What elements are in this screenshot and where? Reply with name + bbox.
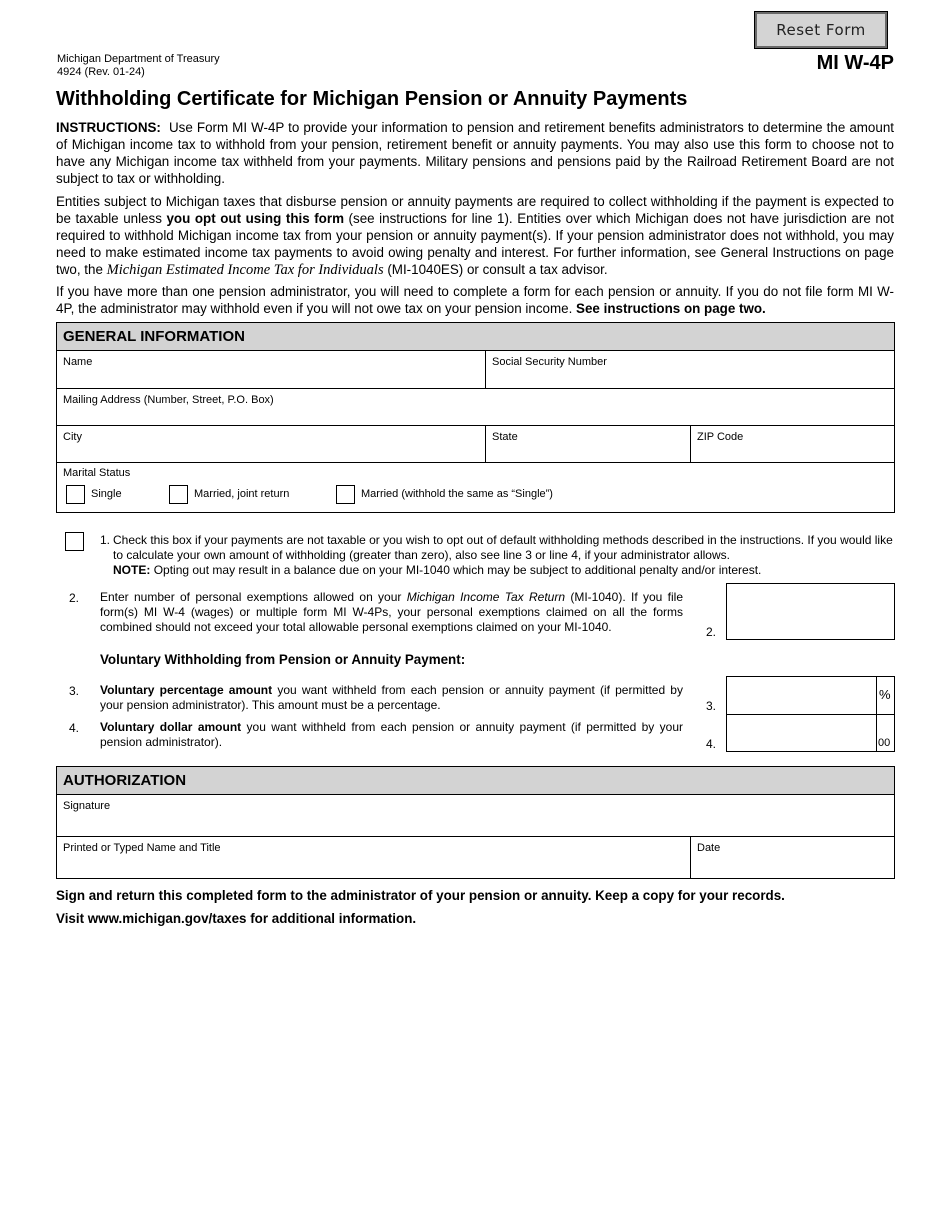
dollar-input-box bbox=[726, 714, 895, 752]
line-4-text-rest: you want withheld from each pension or annuity payment (if permitted by your pension administrator). bbox=[100, 720, 683, 749]
percentage-input[interactable] bbox=[727, 677, 876, 714]
line-3-text-rest: you want withheld from each pension or annuity payment (if permitted by your pension administrator). This amount must be a percentage. bbox=[100, 683, 683, 712]
line-2-box-number: 2. bbox=[706, 625, 717, 639]
signature-field[interactable] bbox=[57, 795, 894, 837]
general-information-header: GENERAL INFORMATION bbox=[57, 323, 894, 351]
name-label: Name bbox=[63, 356, 93, 368]
state-field[interactable] bbox=[485, 426, 690, 463]
married-joint-checkbox[interactable] bbox=[169, 485, 188, 504]
footer-return-instructions: Sign and return this completed form to the administrator of your pension or annuity. Keep a copy for your records. bbox=[56, 888, 785, 903]
marital-status-label: Marital Status bbox=[63, 467, 131, 479]
signature-label: Signature bbox=[63, 800, 111, 812]
instructions-label: INSTRUCTIONS: bbox=[56, 120, 161, 135]
instructions-text-1: Use Form MI W-4P to provide your information to pension and retirement benefits administrators to determine the amount of Michigan income tax to withhold from your pension, retirement benefit or annuity payments. You may also use this form to choose not to have any Michigan income tax withheld from your payments. Military pensions and pensions paid by the Railroad Retirement Board are not subject to tax or withholding. bbox=[56, 120, 894, 186]
instructions-text-2c: (MI-1040ES) or consult a tax advisor. bbox=[387, 262, 608, 277]
state-label: State bbox=[492, 431, 518, 443]
line-3-box-number: 3. bbox=[706, 699, 717, 713]
ssn-field[interactable] bbox=[485, 351, 894, 389]
line-2-number: 2. bbox=[69, 591, 80, 605]
instructions-text-3-bold: See instructions on page two. bbox=[576, 301, 766, 316]
department-info bbox=[57, 53, 220, 79]
general-information-section bbox=[56, 322, 895, 513]
line-2-text-italic: Michigan Income Tax Return bbox=[406, 590, 565, 604]
mailing-address-label: Mailing Address (Number, Street, P.O. Box) bbox=[63, 394, 274, 406]
dollar-amount-input[interactable] bbox=[727, 715, 876, 751]
line-1-note: Opting out may result in a balance due on your MI-1040 which may be subject to additional penalty and/or interest. bbox=[153, 563, 762, 577]
form-revision: 4924 (Rev. 01-24) bbox=[57, 66, 145, 78]
line-2-text bbox=[100, 590, 683, 635]
line-2-text-a: Enter number of personal exemptions allowed on your bbox=[100, 590, 402, 604]
exemptions-input[interactable] bbox=[726, 583, 895, 640]
printed-name-label: Printed or Typed Name and Title bbox=[63, 842, 221, 854]
name-field[interactable] bbox=[57, 351, 485, 389]
page-title: Withholding Certificate for Michigan Pension or Annuity Payments bbox=[56, 88, 688, 110]
line-1-number: 1. bbox=[100, 533, 111, 547]
instructions-text-2b: (see instructions for line 1). Entities over which Michigan does not have jurisdiction are not required to withhold Michigan income tax from your pension or annuity payment(s). If your pension administrator does not withhold, you may need to make estimated income tax payments to avoid owing penalty and interest. For further information, see General Instructions on page two, the bbox=[56, 211, 894, 277]
line-3-text bbox=[100, 683, 683, 713]
city-label: City bbox=[63, 431, 82, 443]
line-1-text bbox=[113, 533, 897, 578]
instructions-paragraph-3 bbox=[56, 283, 894, 317]
voluntary-withholding-heading: Voluntary Withholding from Pension or Annuity Payment: bbox=[100, 652, 466, 667]
line-4-text bbox=[100, 720, 683, 750]
zip-code-field[interactable] bbox=[690, 426, 894, 463]
date-label: Date bbox=[697, 842, 721, 854]
line-4-number: 4. bbox=[69, 721, 80, 735]
line-4-box-number: 4. bbox=[706, 737, 717, 751]
instructions-text-2a: Entities subject to Michigan taxes that disburse pension or annuity payments are required to collect withholding if the payment is expected to be taxable unless bbox=[56, 194, 894, 226]
instructions-text-2-bold: you opt out using this form bbox=[166, 211, 344, 226]
printed-name-field[interactable] bbox=[57, 837, 690, 878]
percent-sign: % bbox=[879, 687, 891, 702]
married-single-label: Married (withhold the same as “Single”) bbox=[361, 488, 553, 500]
authorization-section bbox=[56, 766, 895, 879]
divider bbox=[876, 715, 877, 751]
instructions-text-2-italic: Michigan Estimated Income Tax for Individuals bbox=[106, 262, 384, 278]
single-checkbox[interactable] bbox=[66, 485, 85, 504]
instructions-paragraph-2 bbox=[56, 193, 894, 279]
zip-code-label: ZIP Code bbox=[697, 431, 744, 443]
date-field[interactable] bbox=[690, 837, 894, 878]
line-2-text-b: (MI-1040). If you file form(s) MI W-4 (wages) or multiple form MI W-4Ps, your personal exemptions claimed on all the forms combined should not exceed your total allowable personal exemptions claimed on your MI-1040. bbox=[100, 590, 683, 634]
married-single-checkbox[interactable] bbox=[336, 485, 355, 504]
percentage-input-box bbox=[726, 676, 895, 715]
opt-out-checkbox[interactable] bbox=[65, 532, 84, 551]
divider bbox=[876, 677, 877, 714]
ssn-label: Social Security Number bbox=[492, 356, 607, 368]
line-1-instructions: Check this box if your payments are not taxable or you wish to opt out of default withholding methods described in the instructions. If you would like to calculate your own amount of withholding (greater than zero), also see line 3 or line 4, if your administrator allows. bbox=[113, 533, 893, 562]
line-3-text-bold: Voluntary percentage amount bbox=[100, 683, 273, 697]
department-name: Michigan Department of Treasury bbox=[57, 53, 220, 65]
form-id: MI W-4P bbox=[816, 52, 894, 74]
mailing-address-field[interactable] bbox=[57, 389, 894, 426]
line-4-text-bold: Voluntary dollar amount bbox=[100, 720, 242, 734]
line-1-note-label: NOTE: bbox=[113, 563, 151, 577]
footer-website: Visit www.michigan.gov/taxes for additional information. bbox=[56, 911, 417, 926]
cents-suffix: 00 bbox=[878, 737, 891, 749]
instructions-text-3: If you have more than one pension administrator, you will need to complete a form for each pension or annuity. If you do not file form MI W-4P, the administrator may withhold even if you will not owe tax on your pension income. bbox=[56, 284, 894, 316]
instructions-paragraph-1 bbox=[56, 119, 894, 187]
divider bbox=[57, 462, 894, 463]
reset-form-button[interactable]: Reset Form bbox=[755, 12, 887, 48]
single-label: Single bbox=[91, 488, 122, 500]
city-field[interactable] bbox=[57, 426, 485, 463]
line-3-number: 3. bbox=[69, 684, 80, 698]
married-joint-label: Married, joint return bbox=[194, 488, 290, 500]
authorization-header: AUTHORIZATION bbox=[57, 767, 894, 795]
